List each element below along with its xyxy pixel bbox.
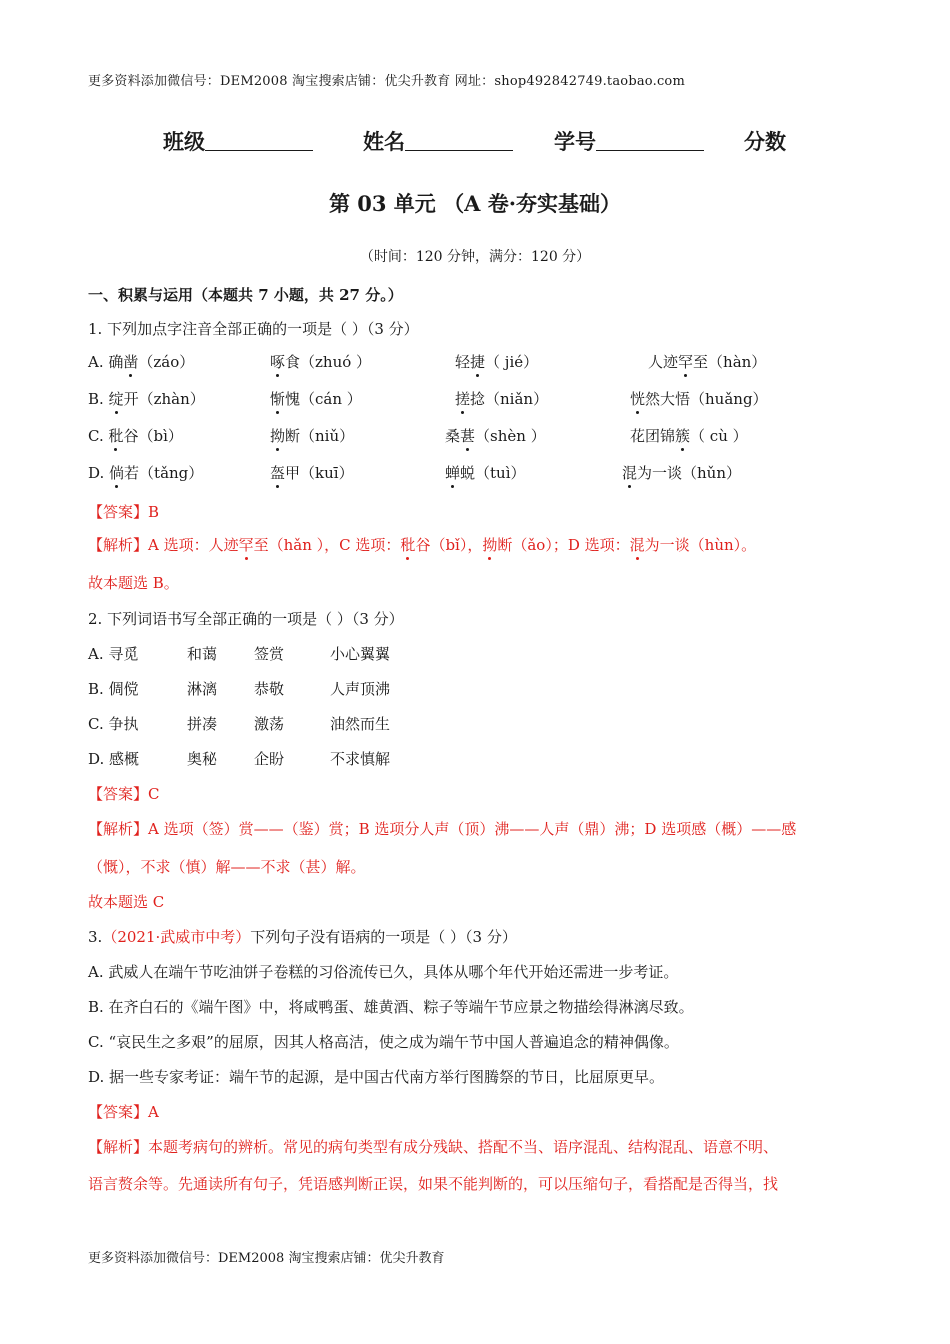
option-text: 人迹 xyxy=(648,353,679,371)
dotted-char: 罕 xyxy=(678,353,694,371)
question-1-answer xyxy=(88,501,159,522)
question-1-analysis xyxy=(88,534,756,555)
dotted-char: 罕 xyxy=(238,536,254,554)
dotted-char: 倘 xyxy=(109,464,125,482)
question-2-option-word: 淋漓 xyxy=(187,680,218,698)
dotted-char: 凿 xyxy=(123,353,139,371)
dotted-char: 蝉 xyxy=(445,464,461,482)
dotted-char: 混 xyxy=(622,464,638,482)
dotted-char: 簇 xyxy=(675,427,691,445)
question-3-number: 3. xyxy=(88,928,103,946)
option-label: A. xyxy=(88,353,109,371)
analysis-tag: 【解析】 xyxy=(88,1138,149,1156)
option-text: 断（niǔ） xyxy=(285,427,355,445)
answer-value: A xyxy=(148,1103,159,1121)
dotted-char: 盔 xyxy=(270,464,286,482)
question-1-option-item xyxy=(455,388,548,409)
question-3-answer xyxy=(88,1101,159,1122)
answer-tag: 【答案】 xyxy=(88,1103,149,1121)
dotted-char: 绽 xyxy=(108,390,124,408)
question-2-option-word: 恭敬 xyxy=(254,680,285,698)
dotted-char: 搓 xyxy=(455,390,471,408)
option-text: 开（zhàn） xyxy=(123,390,205,408)
question-3-analysis-line-2: 语言赘余等。先通读所有句子，凭语感判断正误，如果不能判断的，可以压缩句子，看搭配是否得当，找 xyxy=(88,1175,779,1193)
option-text: 花团锦 xyxy=(630,427,676,445)
score-label: 分数 xyxy=(744,129,786,154)
question-2-option-word: C. 争执 xyxy=(88,715,139,733)
question-2-option-word: 和蔼 xyxy=(187,645,218,663)
dotted-char: 拗 xyxy=(270,427,286,445)
option-label: B. xyxy=(88,390,109,408)
dotted-char: 混 xyxy=(629,536,645,554)
question-1-option-item xyxy=(648,351,766,372)
page-header: 更多资料添加微信号：DEM2008 淘宝搜索店铺：优尖升教育 网址：shop492842749.taobao.com xyxy=(88,74,685,89)
analysis-text: 为一谈（hùn）。 xyxy=(644,536,757,554)
question-2-analysis-line-1 xyxy=(88,818,796,839)
class-blank xyxy=(205,130,313,151)
question-2-option-word: D. 感概 xyxy=(88,750,140,768)
class-field xyxy=(163,126,313,156)
option-text: （ cù ） xyxy=(690,427,748,445)
option-text: 若（tǎng） xyxy=(124,464,204,482)
option-label: D. xyxy=(88,464,110,482)
option-label: C. xyxy=(88,427,109,445)
option-text: 捻（niǎn） xyxy=(470,390,549,408)
question-1-option-item xyxy=(630,425,748,446)
question-3-option-c: C. “哀民生之多艰”的屈原，因其人格高洁，使之成为端午节中国人普遍追念的精神偶像。 xyxy=(88,1033,679,1051)
option-text: 愧（cán ） xyxy=(285,390,362,408)
analysis-text: A 选项（签）赏——（鉴）赏；B 选项分人声（顶）沸——人声（鼎）沸；D 选项感（概）——感 xyxy=(148,820,797,838)
question-2-option-word: B. 倜傥 xyxy=(88,680,139,698)
question-2-option-word: 激荡 xyxy=(254,715,285,733)
name-label: 姓名 xyxy=(363,129,405,154)
dotted-char: 捷 xyxy=(470,353,486,371)
question-2-option-word: 签赏 xyxy=(254,645,285,663)
answer-value: B xyxy=(148,503,160,521)
question-1-option-item xyxy=(88,351,194,372)
dotted-char: 秕 xyxy=(400,536,416,554)
dotted-char: 恍 xyxy=(630,390,646,408)
analysis-text: 至（hǎn ），C 选项： xyxy=(253,536,401,554)
option-text: 桑 xyxy=(445,427,461,445)
question-1-option-item xyxy=(88,388,205,409)
question-2-option-word: 奥秘 xyxy=(187,750,218,768)
name-field xyxy=(363,126,513,156)
question-1-option-item xyxy=(270,388,362,409)
question-1-option-item xyxy=(270,462,354,483)
dotted-char: 啄 xyxy=(270,353,286,371)
question-2-stem: 2. 下列词语书写全部正确的一项是（ ）（3 分） xyxy=(88,610,404,628)
name-blank xyxy=(405,130,513,151)
option-text: 蜕（tuì） xyxy=(460,464,526,482)
option-text: （ jié） xyxy=(485,353,539,371)
question-1-option-item xyxy=(445,462,526,483)
section-heading: 一、积累与运用（本题共 7 小题，共 27 分。） xyxy=(88,286,403,304)
answer-tag: 【答案】 xyxy=(88,785,149,803)
option-text: 然大悟（huǎng） xyxy=(645,390,768,408)
page-subtitle: （时间：120 分钟，满分：120 分） xyxy=(359,249,591,265)
analysis-text: 断（ǎo）；D 选项： xyxy=(497,536,630,554)
analysis-tag: 【解析】 xyxy=(88,820,149,838)
option-text: 食（zhuó ） xyxy=(285,353,372,371)
dotted-char: 拗 xyxy=(482,536,498,554)
option-text: 至（hàn） xyxy=(693,353,767,371)
question-1-option-item xyxy=(88,425,183,446)
question-2-analysis-line-2: （慨），不求（慎）解——不求（甚）解。 xyxy=(88,858,366,876)
number-blank xyxy=(596,130,704,151)
analysis-text: A 选项：人迹 xyxy=(148,536,239,554)
question-2-option-word: 不求慎解 xyxy=(330,750,391,768)
page-title: 第 03 单元 （A 卷·夯实基础） xyxy=(328,191,622,216)
question-1-stem: 1. 下列加点字注音全部正确的一项是（ ）（3 分） xyxy=(88,320,419,338)
question-1-option-item xyxy=(630,388,768,409)
dotted-char: 葚 xyxy=(460,427,476,445)
page-footer: 更多资料添加微信号：DEM2008 淘宝搜索店铺：优尖升教育 xyxy=(88,1251,445,1266)
number-field xyxy=(554,126,704,156)
question-1-option-item xyxy=(270,351,371,372)
question-3-stem xyxy=(88,926,517,947)
question-3-option-d: D. 据一些专家考证：端午节的起源，是中国古代南方举行图腾祭的节日，比屈原更早。 xyxy=(88,1068,665,1086)
dotted-char: 秕 xyxy=(108,427,124,445)
question-1-option-item xyxy=(622,462,741,483)
answer-value: C xyxy=(148,785,160,803)
question-3-source: （2021·武威市中考） xyxy=(102,928,251,946)
option-text: 确 xyxy=(108,353,124,371)
analysis-text: 谷（bǐ）， xyxy=(415,536,483,554)
question-3-analysis-line-1 xyxy=(88,1136,778,1157)
question-3-option-a: A. 武威人在端午节吃油饼子卷糕的习俗流传已久，具体从哪个年代开始还需进一步考证。 xyxy=(88,963,679,981)
option-text: （shèn ） xyxy=(475,427,546,445)
question-1-option-item xyxy=(455,351,538,372)
class-label: 班级 xyxy=(163,129,205,154)
question-3-option-b: B. 在齐白石的《端午图》中，将咸鸭蛋、雄黄酒、粽子等端午节应景之物描绘得淋漓尽致。 xyxy=(88,998,694,1016)
question-2-option-word: 企盼 xyxy=(254,750,285,768)
option-text: 谷（bì） xyxy=(123,427,183,445)
option-text: 为一谈（hǔn） xyxy=(637,464,741,482)
option-text: （záo） xyxy=(138,353,195,371)
question-3-text: 下列句子没有语病的一项是（ ）（3 分） xyxy=(250,928,517,946)
score-field xyxy=(744,126,786,156)
dotted-char: 惭 xyxy=(270,390,286,408)
question-2-option-word: 拼凑 xyxy=(187,715,218,733)
question-2-option-word: 小心翼翼 xyxy=(330,645,391,663)
number-label: 学号 xyxy=(554,129,596,154)
question-2-answer xyxy=(88,783,160,804)
question-2-option-word: A. 寻觅 xyxy=(88,645,139,663)
option-text: 甲（kuī） xyxy=(285,464,354,482)
answer-tag: 【答案】 xyxy=(88,503,149,521)
analysis-tag: 【解析】 xyxy=(88,536,149,554)
question-2-conclusion: 故本题选 C xyxy=(88,893,165,911)
question-1-option-item xyxy=(88,462,203,483)
question-2-option-word: 油然而生 xyxy=(330,715,391,733)
option-text: 轻 xyxy=(455,353,471,371)
question-1-conclusion: 故本题选 B。 xyxy=(88,574,179,592)
analysis-text: 本题考病句的辨析。常见的病句类型有成分残缺、搭配不当、语序混乱、结构混乱、语意不明、 xyxy=(148,1138,779,1156)
question-2-option-word: 人声顶沸 xyxy=(330,680,391,698)
question-1-option-item xyxy=(270,425,354,446)
question-1-option-item xyxy=(445,425,546,446)
